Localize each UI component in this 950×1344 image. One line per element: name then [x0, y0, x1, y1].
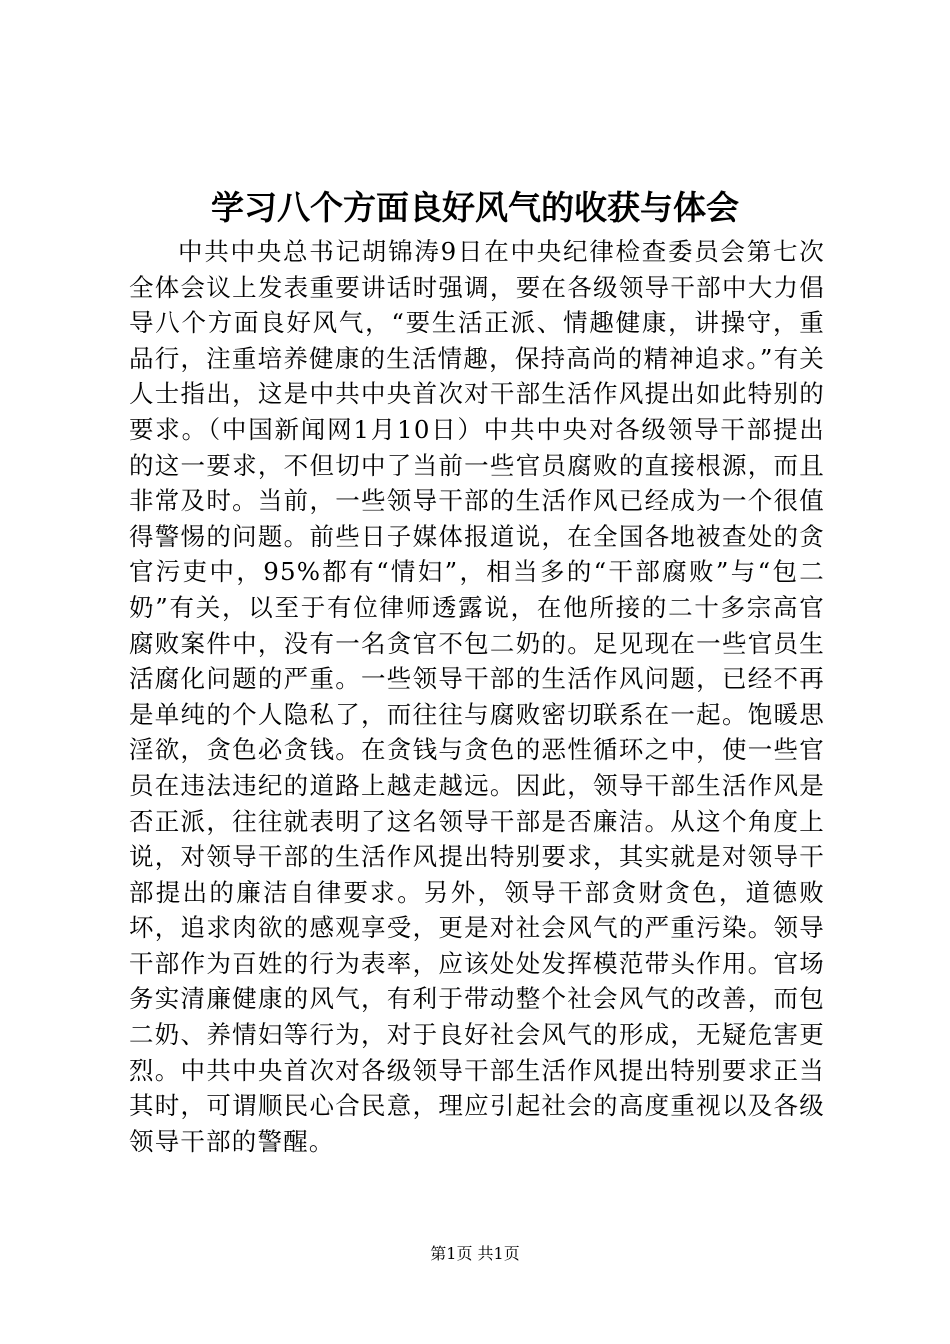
page-number-footer: 第1页 共1页	[430, 1244, 520, 1263]
document-title: 学习八个方面良好风气的收获与体会	[211, 188, 739, 227]
document-body-paragraph: 中共中央总书记胡锦涛9日在中央纪律检查委员会第七次全体会议上发表重要讲话时强调，要在各级领导干部中大力倡导八个方面良好风气，“要生活正派、情趣健康，讲操守，重品行，注重培养健康的生活情趣，保持高尚的精神追求。”有关人士指出，这是中共中央首次对干部生活作风提出如此特别的要求。（中国新闻网1月10日）中共中央对各级领导干部提出的这一要求，不但切中了当前一些官员腐败的直接根源，而且非常及时。当前，一些领导干部的生活作风已经成为一个很值得警惕的问题。前些日子媒体报道说，在全国各地被查处的贪官污吏中，95%都有“情妇”，相当多的“干部腐败”与“包二奶”有关，以至于有位律师透露说，在他所接的二十多宗高官腐败案件中，没有一名贪官不包二奶的。足见现在一些官员生活腐化问题的严重。一些领导干部的生活作风问题，已经不再是单纯的个人隐私了，而往往与腐败密切联系在一起。饱暖思淫欲，贪色必贪钱。在贪钱与贪色的恶性循环之中，使一些官员在违法违纪的道路上越走越远。因此，领导干部生活作风是否正派，往往就表明了这名领导干部是否廉洁。从这个角度上说，对领导干部的生活作风提出特别要求，其实就是对领导干部提出的廉洁自律要求。另外，领导干部贪财贪色，道德败坏，追求肉欲的感观享受，更是对社会风气的严重污染。领导干部作为百姓的行为表率，应该处处发挥模范带头作用。官场务实清廉健康的风气，有利于带动整个社会风气的改善，而包二奶、养情妇等行为，对于良好社会风气的形成，无疑危害更烈。中共中央首次对各级领导干部生活作风提出特别要求正当其时，可谓顺民心合民意，理应引起社会的高度重视以及各级领导干部的警醒。	[129, 237, 825, 1156]
